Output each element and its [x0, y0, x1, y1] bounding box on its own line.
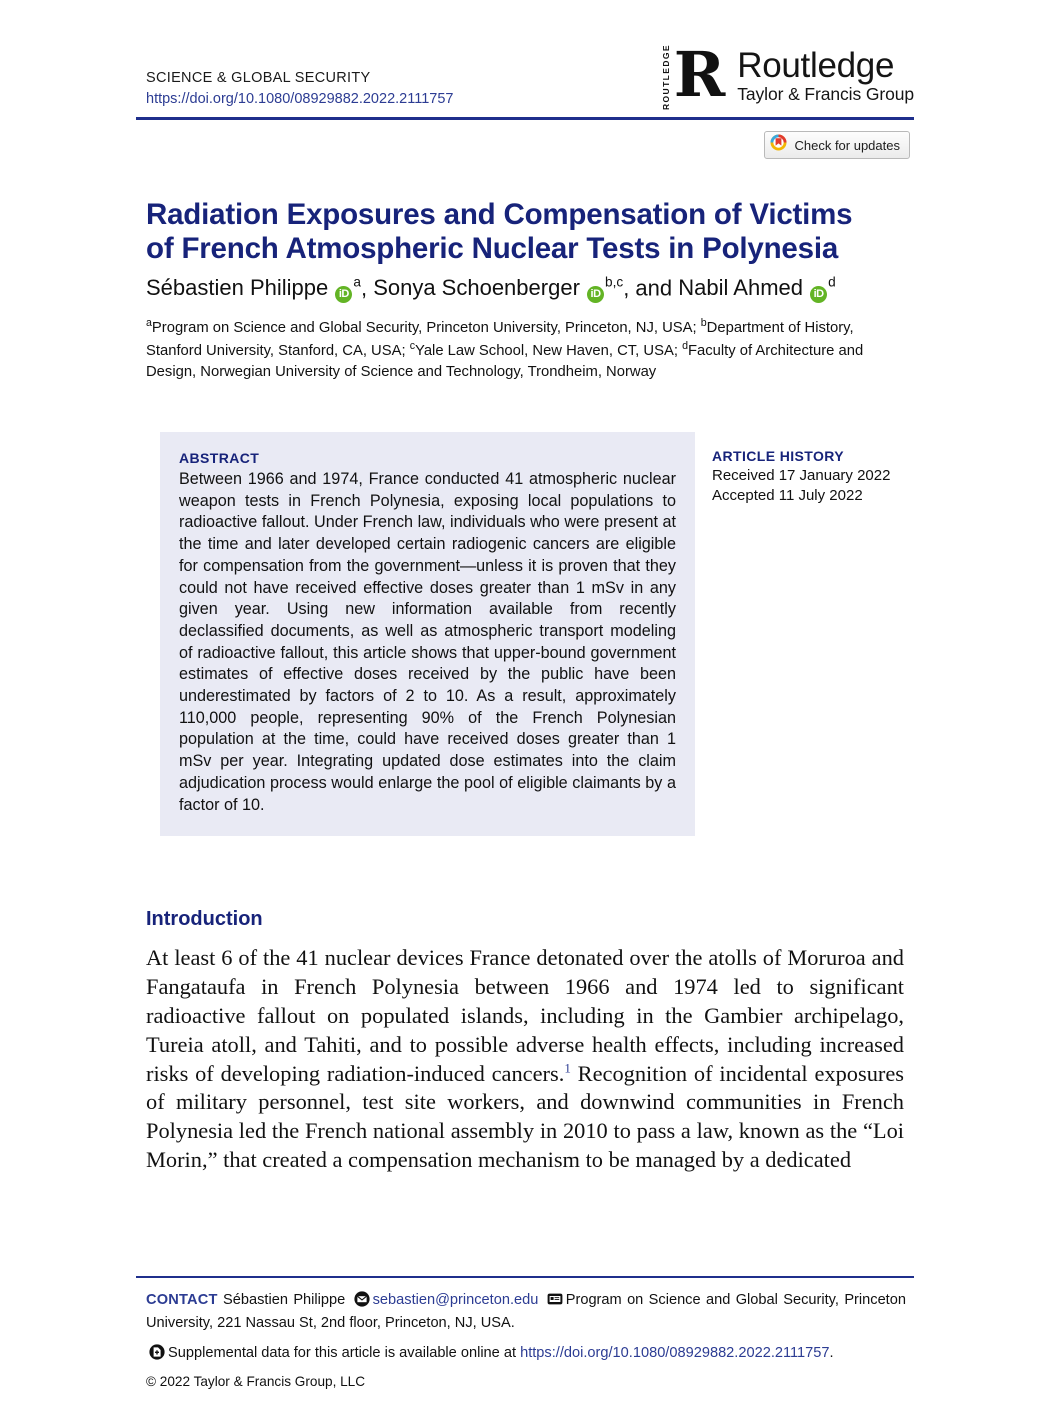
affiliations [146, 316, 876, 383]
author-affiliation-marks: b,c [605, 275, 624, 290]
paragraph-part-1: At least 6 of the 41 nuclear devices France detonated over the atolls of Moruroa and Fangataufa in French Polynesia between 1966 and 1974 led to significant radioactive fallout on populated islands, including in the Gambier archipelago, Tureia atoll, and Tahiti, and to possible adverse health effects, including increased risks of developing radiation-induced cancers. [146, 945, 904, 1086]
publisher-name: Routledge [737, 46, 895, 86]
routledge-r-glyph: R [673, 38, 724, 111]
footnote-reference[interactable]: 1 [564, 1060, 571, 1076]
supplemental-doi-link[interactable]: https://doi.org/10.1080/08929882.2022.2111757 [520, 1344, 830, 1361]
affiliation-text: Program on Science and Global Security, Princeton University, Princeton, NJ, USA; [151, 319, 701, 336]
copyright-line: © 2022 Taylor & Francis Group, LLC [146, 1374, 366, 1390]
article-received-date: Received 17 January 2022 [712, 467, 891, 484]
routledge-vertical-label: ROUTLEDGE [661, 44, 672, 110]
abstract-box [160, 432, 695, 836]
page-title: Radiation Exposures and Compensation of Victims of French Atmospheric Nuclear Tests in Polynesia [146, 197, 853, 266]
abstract-text: Between 1966 and 1974, France conducted 41 atmospheric nuclear weapon tests in French Polynesia, exposing local populations to radioactive fallout. Under French law, individuals who were present at the time and later developed certain radiogenic cancers are eligible for compensation from the government—unless it is proven that they could not have received effective doses greater than 1 mSv in any given year. Using new information available from recently declassified documents, as well as atmospheric transport modeling of radioactive fallout, this article shows that upper-bound government estimates of effective doses received by the public have been underestimated by factors of 2 to 10. As a result, approximately 110,000 people, representing 90% of the French Polynesian population at the time, could have received doses greater than 1 mSv per year. Integrating updated dose estimates into the claim adjudication process would enlarge the pool of eligible claimants by a factor of 10. [179, 470, 676, 814]
contact-address: Program on Science and Global Security, Princeton University, 221 Nassau St, 2nd floor, Princeton, NJ, USA. [146, 1292, 906, 1332]
author-entry [146, 275, 361, 300]
envelope-icon [354, 1291, 370, 1313]
orcid-icon[interactable]: iD [335, 286, 352, 303]
paragraph-part-2: Recognition of incidental exposures of military personnel, test site workers, and downwind communities in French Polynesia led the French national assembly in 2010 to pass a law, known as the “Loi Morin,” that created a compensation mechanism to be managed by a dedicated [146, 1060, 904, 1173]
affiliation-mark: c [409, 339, 416, 352]
header-divider [136, 117, 914, 120]
affiliation-mark: d [682, 339, 688, 352]
author-name: Sonya Schoenberger [373, 275, 580, 301]
affiliation-text: Department of History, Stanford University, Stanford, CA, USA; [146, 319, 854, 359]
publisher-logo [661, 38, 914, 111]
supplemental-download-icon [149, 1344, 165, 1366]
footer [146, 1290, 906, 1389]
author-name: Nabil Ahmed [678, 275, 803, 301]
supplemental-text: Supplemental data for this article is available online at [168, 1344, 521, 1361]
author-name: Sébastien Philippe [146, 275, 329, 301]
author-separator: , and [623, 275, 679, 301]
contact-email[interactable]: sebastien@princeton.edu [372, 1292, 539, 1308]
article-accepted-date: Accepted 11 July 2022 [712, 487, 863, 505]
footer-divider [136, 1276, 914, 1278]
journal-name: SCIENCE & GLOBAL SECURITY [146, 70, 371, 86]
journal-header [146, 68, 706, 110]
contact-line [146, 1290, 906, 1334]
orcid-icon[interactable]: iD [810, 286, 827, 303]
contact-label: CONTACT [146, 1292, 218, 1308]
author-affiliation-marks: a [353, 275, 361, 290]
section-heading-introduction: Introduction [146, 908, 263, 930]
author-affiliation-marks: d [828, 275, 836, 290]
affiliation-mark: b [700, 317, 707, 329]
journal-doi-link[interactable]: https://doi.org/10.1080/08929882.2022.2111757 [146, 91, 454, 108]
author-entry [678, 275, 835, 300]
article-history-heading: ARTICLE HISTORY [712, 448, 845, 464]
affiliation-text: Faculty of Architecture and Design, Norwegian University of Science and Technology, Trondheim, Norway [146, 342, 864, 380]
orcid-icon[interactable]: iD [587, 286, 604, 303]
crossmark-icon [770, 134, 787, 156]
introduction-paragraph [146, 944, 904, 1175]
check-for-updates-button[interactable] [764, 131, 910, 159]
article-history [712, 448, 912, 507]
check-for-updates-label: Check for updates [794, 137, 900, 153]
routledge-mark-icon [661, 38, 724, 111]
author-list [146, 274, 906, 303]
affiliation-mark: a [146, 317, 152, 329]
contact-name: Sébastien Philippe [223, 1292, 346, 1308]
publisher-wordmark [737, 48, 914, 106]
supplemental-period: . [829, 1344, 834, 1361]
author-entry [373, 275, 623, 300]
abstract-heading: ABSTRACT [179, 450, 260, 466]
address-card-icon [547, 1291, 563, 1313]
publisher-group: Taylor & Francis Group [737, 83, 914, 104]
author-separator: , [360, 275, 374, 301]
affiliation-text: Yale Law School, New Haven, CT, USA; [415, 342, 683, 359]
supplemental-line [146, 1343, 906, 1366]
